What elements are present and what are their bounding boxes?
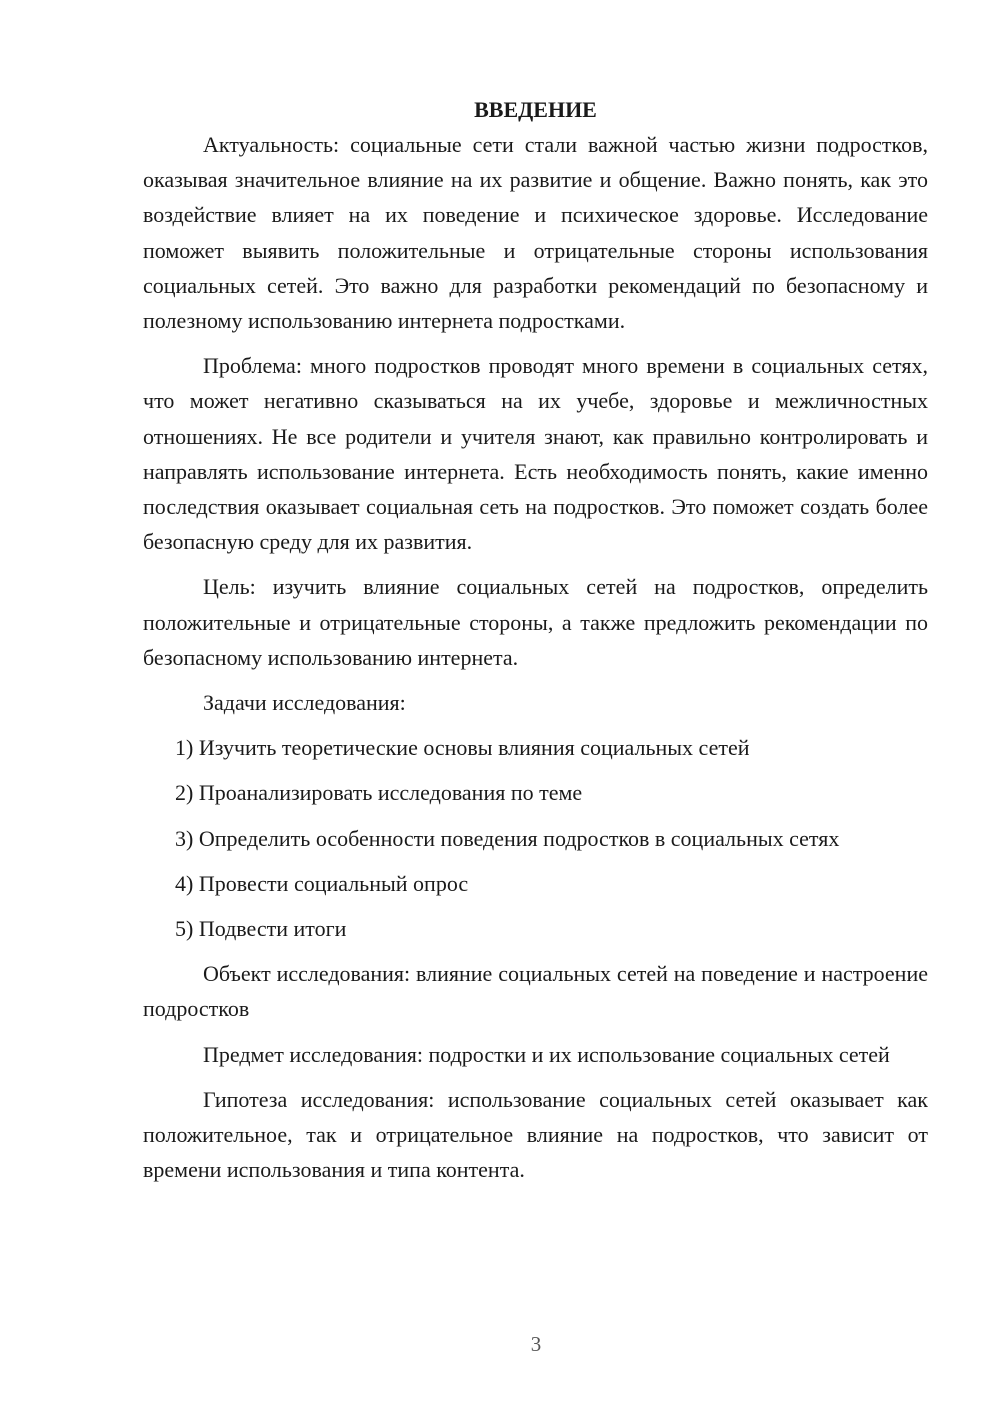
- task-item-5: 5) Подвести итоги: [175, 916, 347, 942]
- task-item-2: 2) Проанализировать исследования по теме: [175, 780, 583, 806]
- task-item-4: 4) Провести социальный опрос: [175, 870, 469, 896]
- tasks-heading: Задачи исследования:: [203, 690, 406, 716]
- page-number: 3: [530, 1332, 542, 1356]
- task-item-1: 1) Изучить теоретические основы влияния социальных сетей: [175, 735, 750, 761]
- tasks-list: [143, 730, 928, 946]
- problem-paragraph: Проблема: много подростков проводят много времени в социальных сетях, что может негативно сказываться на их учебе, здоровье и межличностных отношениях. Не все родители и учителя знают, как правильно контролировать и направлять использование интернета. Есть необходимость понять, какие именно последствия оказывает социальная сеть на подростков. Это поможет создать более безопасную среду для их развития.: [143, 353, 928, 555]
- goal-paragraph: Цель: изучить влияние социальных сетей на подростков, определить положительные и отрицательные стороны, а также предложить рекомендации по безопасному использованию интернета.: [143, 574, 928, 670]
- subject-paragraph: Предмет исследования: подростки и их использование социальных сетей: [203, 1041, 890, 1067]
- document-page: [143, 92, 928, 1187]
- hypothesis-paragraph: Гипотеза исследования: использование социальных сетей оказывает как положительное, так и отрицательное влияние на подростков, что зависит от времени использования и типа контента.: [143, 1086, 928, 1183]
- object-paragraph: Объект исследования: влияние социальных сетей на поведение и настроение подростков: [143, 961, 928, 1022]
- page-title: ВВЕДЕНИЕ: [474, 97, 597, 122]
- relevance-paragraph: Актуальность: социальные сети стали важной частью жизни подростков, оказывая значительное влияние на их развитие и общение. Важно понять, как это воздействие влияет на их поведение и психическое здоровье. Исследование поможет выявить положительные и отрицательные стороны использования социальных сетей. Это важно для разработки рекомендаций по безопасному и полезному использованию интернета подростками.: [143, 132, 928, 334]
- task-item-3: 3) Определить особенности поведения подростков в социальных сетях: [175, 825, 840, 851]
